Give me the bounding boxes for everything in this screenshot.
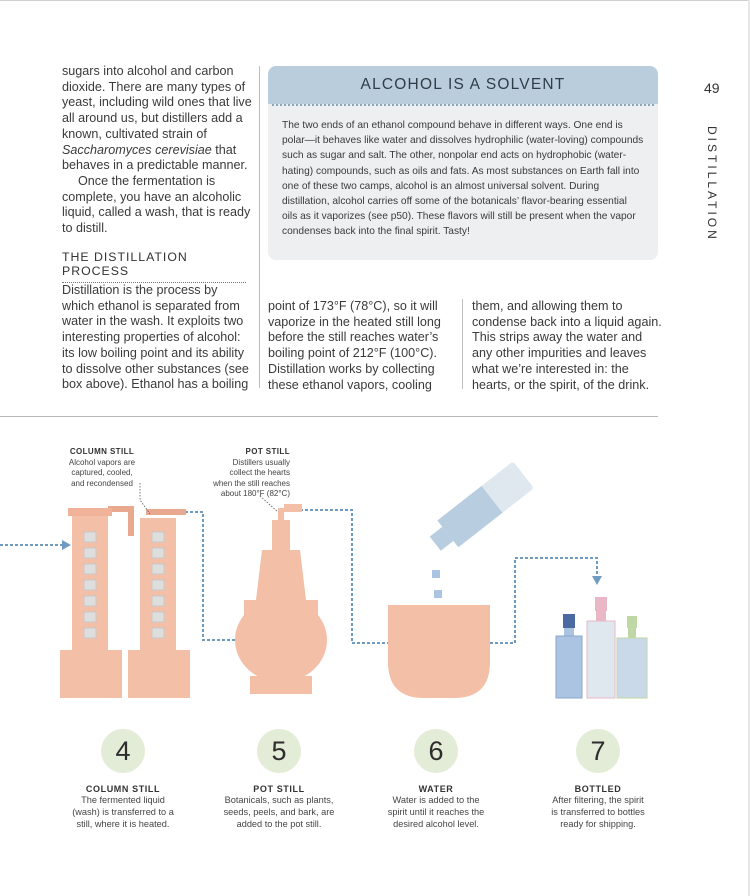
step-desc-line: After filtering, the spirit (552, 795, 644, 805)
column-still-label-title: COLUMN STILL (69, 447, 135, 456)
sidebar-title: ALCOHOL IS A SOLVENT (268, 66, 658, 104)
step-6-description (366, 795, 506, 830)
chapter-label: DISTILLATION (705, 126, 719, 242)
sidebar-body: The two ends of an ethanol compound behave in different ways. One end is polar—it behaves like water and dissolves hydrophilic (water-loving) compounds such as sugar and salt. The other, nonpolar end acts on hydrophobic (water-hating) compounds, such as oils and fats. As most substances on Earth fall into one of these two camps, alcohol is an almost universal solvent. During distillation, alcohol carries off some of the botanicals’ flavor-bearing essential oils as it vaporizes (see p50). These flavors will still be present when the vapor condenses back into the final spirit. Tasty! (282, 120, 644, 238)
body-column-3: them, and allowing them to condense back into a liquid again. This strips away the water and any other impurities and leaves what we’re interested in: the hearts, or the spirit, of the drink. (472, 299, 662, 392)
step-4-title: COLUMN STILL (85, 784, 161, 794)
column-still-label (52, 447, 152, 489)
outlet-arrow-icon (592, 576, 602, 585)
body-column-1: Distillation is the process by which ethanol is separated from water in the wash. It exploits two interesting properties of alcohol: its low boiling point and its ability to dissolve other substances (see box above). Ethanol has a boiling (62, 283, 249, 392)
column-still-icon (60, 506, 190, 698)
step-6-title: WATER (418, 784, 454, 794)
step-4-description (53, 795, 193, 830)
step-desc-line: (wash) is transferred to a (72, 806, 174, 817)
step-5-title: POT STILL (253, 784, 305, 794)
step-7-description (528, 795, 668, 830)
step-desc-line: added to the pot still. (236, 818, 322, 829)
step-desc-line: Water is added to the (392, 795, 480, 805)
bottles-icon (556, 597, 647, 698)
step-desc-line: still, where it is heated. (76, 818, 170, 829)
step-6-number: 6 (414, 729, 458, 773)
step-7-number: 7 (576, 729, 620, 773)
pot-still-icon (235, 504, 327, 694)
step-desc-line: desired alcohol level. (393, 818, 479, 829)
step-7-title: BOTTLED (574, 784, 622, 794)
page-number: 49 (704, 80, 720, 96)
pot-still-label (172, 447, 290, 500)
pot-still-label-title: POT STILL (245, 447, 290, 456)
pipe-column-to-pot (170, 512, 240, 640)
section-heading: THE DISTILLATION PROCESS (62, 250, 246, 283)
step-desc-line: Botanicals, such as plants, (224, 795, 334, 805)
column-still-label-line: and recondensed (71, 478, 133, 488)
inlet-arrow-icon (62, 540, 71, 550)
pot-still-label-line: Distillers usually (232, 457, 290, 467)
pot-still-label-line: collect the hearts (229, 468, 290, 477)
water-tank-icon (388, 461, 534, 698)
step-desc-line: The fermented liquid (81, 795, 165, 805)
step-desc-line: spirit until it reaches the (387, 806, 485, 817)
step-5-number: 5 (257, 729, 301, 773)
pot-still-label-line: about 180°F (82°C) (220, 489, 290, 498)
step-desc-line: is transferred to bottles (551, 806, 645, 817)
pot-still-label-line: when the still reaches (213, 478, 290, 488)
step-4-number: 4 (101, 729, 145, 773)
intro-paragraph-1: sugars into alcohol and carbon dioxide. There are many types of yeast, including wild ones that live all around us, but distillers add a known, cultivated strain of Saccharomyces cerevisiae that behaves in a predictable manner. (62, 64, 252, 173)
pipe-tank-to-bottles (490, 558, 597, 643)
intro-paragraph-2: Once the fermentation is complete, you have an alcoholic liquid, called a wash, that is ready to distill. (62, 173, 251, 236)
step-5-description (209, 795, 349, 830)
step-desc-line: seeds, peels, and bark, are (223, 806, 335, 817)
column-still-label-line: Alcohol vapors are (68, 457, 136, 467)
column-still-label-line: captured, cooled, (71, 468, 133, 477)
body-column-2: point of 173°F (78°C), so it will vaporize in the heated still long before the still reaches water’s boiling point of 212°F (100°C). Distillation works by collecting these ethanol vapors, cooling (268, 299, 441, 392)
step-desc-line: ready for shipping. (560, 818, 636, 829)
